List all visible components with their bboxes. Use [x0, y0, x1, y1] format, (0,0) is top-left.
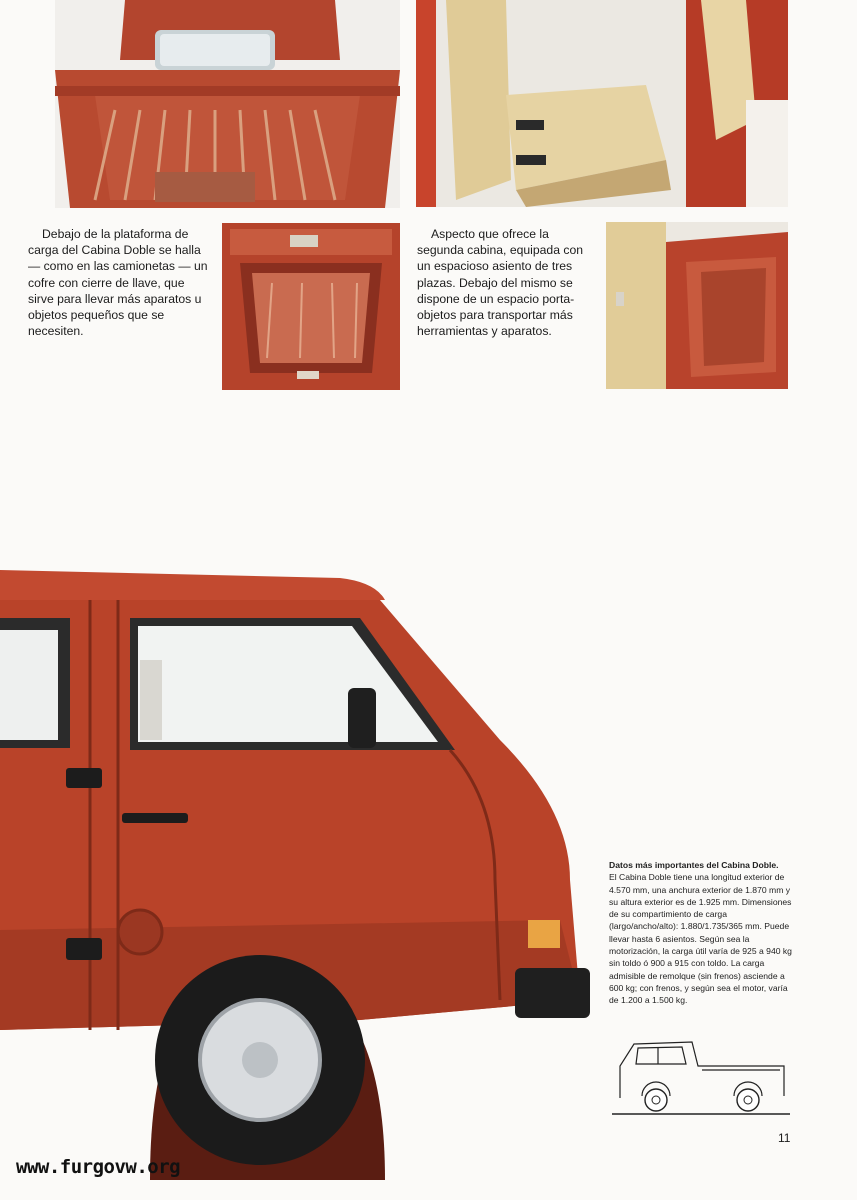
van-line-drawing: [612, 1036, 790, 1118]
watermark-url: www.furgovw.org: [16, 1156, 181, 1178]
caption-storage-box-text: Debajo de la plataforma de carga del Cabina Doble se halla — como en las camionetas — un cofre con cierre de llave, que sirve para llevar más aparatos u objetos pequeños que se necesiten.: [28, 227, 208, 339]
page-number: 11: [778, 1131, 791, 1145]
caption-second-cabin-text: Aspecto que ofrece la segunda cabina, equipada con un espacioso asiento de tres plazas. Debajo del mismo se dispone de un espacio porta-objetos para transportar más herramientas y aparatos.: [417, 227, 584, 339]
specs-heading: Datos más importantes del Cabina Doble.: [609, 860, 779, 870]
second-cabin-photo: [416, 0, 788, 207]
storage-box-photo: [222, 223, 400, 390]
specs-block: [609, 859, 797, 1007]
cargo-bed-photo: [55, 0, 400, 208]
van-side-photo: [0, 560, 600, 1180]
caption-second-cabin: [417, 226, 592, 339]
under-seat-compartment-photo: [606, 222, 788, 389]
caption-storage-box: [28, 226, 208, 339]
specs-body: El Cabina Doble tiene una longitud exterior de 4.570 mm, una anchura exterior de 1.870 mm y su altura exterior es de 1.925 mm. Dimensiones de su compartimiento de carga (largo/ancho/alto): 1.880/1.735/365 mm. Puede llevar hasta 6 asientos. Según sea la motorización, la carga útil varía de 925 a 940 kg sin toldo ó 900 a 915 con toldo. La carga admisible de remolque (sin frenos) asciende a 600 kg; con frenos, y según sea el motor, varía de 1.200 a 1.500 kg.: [609, 872, 792, 1006]
